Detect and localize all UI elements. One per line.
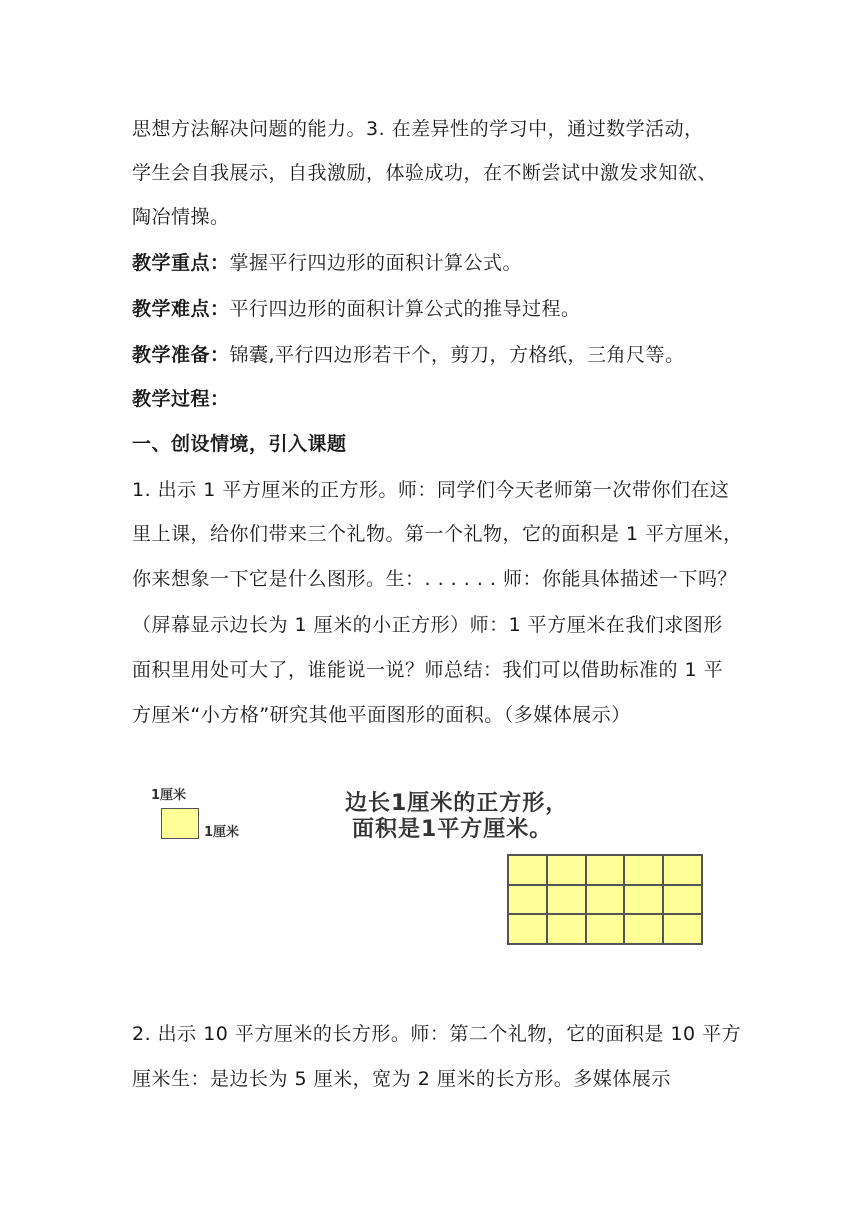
grid-cell xyxy=(663,914,702,944)
square-grid xyxy=(507,854,703,945)
unit-square xyxy=(161,808,199,839)
grid-cell xyxy=(624,885,663,915)
text-line: 陶冶情操。 xyxy=(132,206,230,228)
teaching-focus-text: 掌握平行四边形的面积计算公式。 xyxy=(229,252,523,274)
grid-cell xyxy=(624,914,663,944)
teaching-prep-text: 锦囊,平行四边形若干个，剪刀，方格纸，三角尺等。 xyxy=(229,344,685,366)
figure-caption-line1: 边长1厘米的正方形， xyxy=(345,791,569,816)
text-line: 厘米生：是边长为 5 厘米，宽为 2 厘米的长方形。多媒体展示 xyxy=(132,1068,671,1090)
text-line: 里上课，给你们带来三个礼物。第一个礼物，它的面积是 1 平方厘米， xyxy=(132,523,743,545)
grid-cell xyxy=(663,885,702,915)
grid-cell xyxy=(508,914,547,944)
grid-cell xyxy=(586,885,625,915)
figure-caption-line2: 面积是1平方厘米。 xyxy=(352,817,553,842)
text-line: 2. 出示 10 平方厘米的长方形。师：第二个礼物，它的面积是 10 平方 xyxy=(132,1023,742,1045)
grid-cell xyxy=(508,885,547,915)
grid-cell xyxy=(586,855,625,885)
teaching-focus xyxy=(132,250,522,276)
section-heading: 一、创设情境，引入课题 xyxy=(132,433,347,455)
text-line: 思想方法解决问题的能力。3. 在差异性的学习中，通过数学活动， xyxy=(132,118,704,140)
unit-side-label: 1厘米 xyxy=(204,825,240,840)
teaching-focus-label: 教学重点： xyxy=(132,252,230,274)
teaching-prep-label: 教学准备： xyxy=(132,344,230,366)
teaching-prep xyxy=(132,342,685,368)
grid-cell xyxy=(508,855,547,885)
grid-cell xyxy=(624,855,663,885)
text-line: 面积里用处可大了，谁能说一说？师总结：我们可以借助标准的 1 平 xyxy=(132,659,724,681)
teaching-difficulty-text: 平行四边形的面积计算公式的推导过程。 xyxy=(229,298,581,320)
teaching-difficulty-label: 教学难点： xyxy=(132,298,230,320)
teaching-difficulty xyxy=(132,296,581,322)
grid-cell xyxy=(547,914,586,944)
grid-cell xyxy=(547,885,586,915)
grid-cell xyxy=(663,855,702,885)
text-line: 学生会自我展示，自我激励，体验成功，在不断尝试中激发求知欲、 xyxy=(132,162,718,184)
grid-cell xyxy=(586,914,625,944)
text-line: 1. 出示 1 平方厘米的正方形。师：同学们今天老师第一次带你们在这 xyxy=(132,479,730,501)
teaching-process-heading: 教学过程： xyxy=(132,388,230,410)
unit-top-label: 1厘米 xyxy=(151,788,187,803)
text-line: 方厘米“小方格”研究其他平面图形的面积。（多媒体展示） xyxy=(132,704,631,726)
text-line: 你来想象一下它是什么图形。生：. . . . . . 师：你能具体描述一下吗？ xyxy=(132,568,737,590)
grid-cell xyxy=(547,855,586,885)
text-line: （屏幕显示边长为 1 厘米的小正方形）师：1 平方厘米在我们求图形 xyxy=(132,614,723,636)
